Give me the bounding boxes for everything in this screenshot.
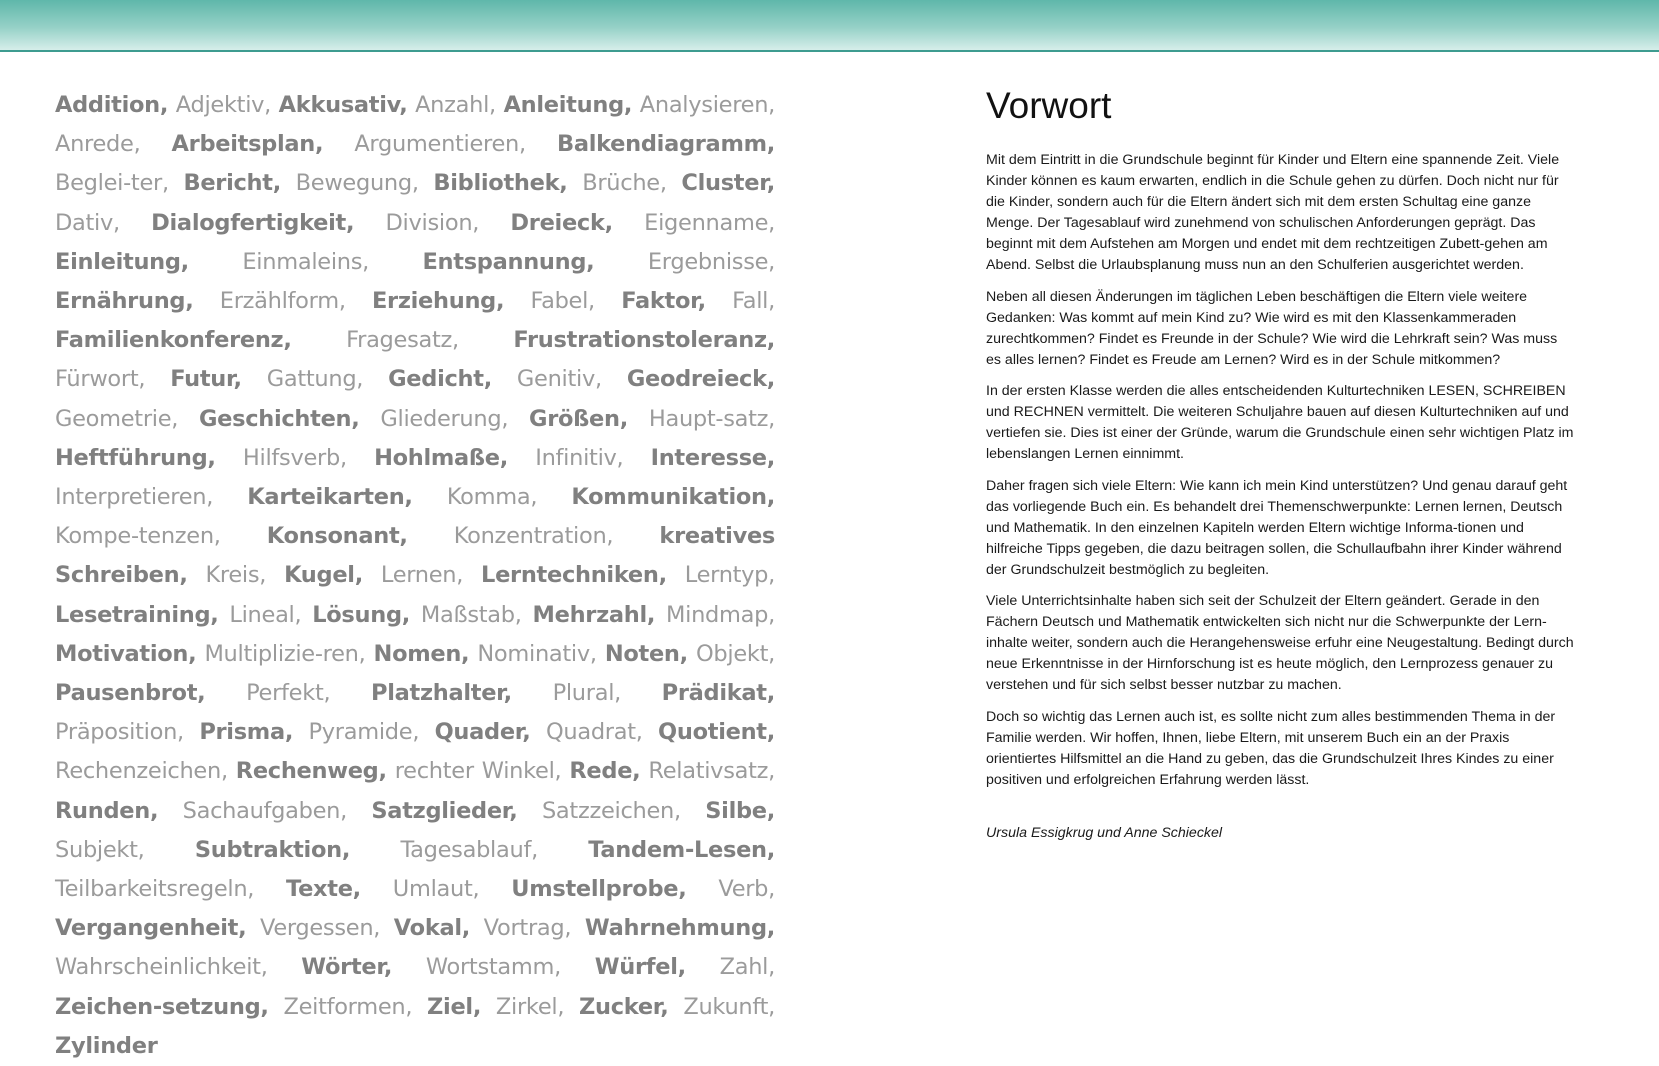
keyword: Brüche, <box>582 170 667 197</box>
keyword: Teilbarkeitsregeln, <box>55 876 255 903</box>
keyword: Lerntyp, <box>684 562 776 589</box>
keyword: Ziel, <box>427 993 482 1020</box>
keyword: Zylinder <box>55 1032 158 1059</box>
keyword: kreatives Schreiben, <box>55 523 776 589</box>
keyword: Relativsatz, <box>648 758 775 785</box>
preface-paragraph: In der ersten Klasse werden die alles entscheidenden Kulturtechniken LESEN, SCHREIBEN und RECHNEN vermittelt. Die weiteren Schuljahre bauen auf diesen Kulturtechniken auf und vertiefen sie. Dies ist einer der Gründe, warum die Grundschule einen sehr wichtigen Platz im lebenslangen Lernen einnimmt. <box>986 383 1574 462</box>
keyword: Zahl, <box>719 954 775 981</box>
keyword: Komma, <box>446 484 538 511</box>
keyword: Tagesablauf, <box>400 836 538 863</box>
keyword: Interpretieren, <box>55 484 214 511</box>
keyword: Beglei-ter, <box>55 170 169 197</box>
keyword: Noten, <box>604 640 688 667</box>
keyword: Arbeitsplan, <box>171 131 324 158</box>
keyword: Pausenbrot, <box>55 680 206 707</box>
keyword: Ernährung, <box>55 288 194 315</box>
keyword: Geschichten, <box>198 405 360 432</box>
keyword: Subjekt, <box>55 836 145 863</box>
keyword: Futur, <box>170 366 242 393</box>
keyword: Fabel, <box>530 288 595 315</box>
keyword: Winkel, <box>481 758 562 785</box>
keyword: Rechenweg, <box>235 758 387 785</box>
keyword: Vergangenheit, <box>55 915 247 942</box>
keyword: Vokal, <box>393 915 471 942</box>
keyword: Familienkonferenz, <box>55 327 292 354</box>
keyword: Wahrnehmung, <box>584 915 776 942</box>
keyword: rechter <box>394 758 474 785</box>
keyword: Tandem-Lesen, <box>588 836 775 863</box>
keyword: Kompe-tenzen, <box>55 523 221 550</box>
keyword: Dialogfertigkeit, <box>151 209 355 236</box>
keyword: Fall, <box>732 288 775 315</box>
keyword: Entspannung, <box>422 248 595 275</box>
keyword: Interesse, <box>650 444 775 471</box>
keyword: Lerntechniken, <box>481 562 667 589</box>
keyword: Motivation, <box>55 640 197 667</box>
keyword: Genitiv, <box>516 366 602 393</box>
keyword: Nominativ, <box>477 640 597 667</box>
keyword: Frustrationstoleranz, <box>513 327 776 354</box>
keyword: Quotient, <box>658 719 775 746</box>
keyword: Plural, <box>552 680 621 707</box>
keyword: Nomen, <box>373 640 470 667</box>
preface-paragraph: Neben all diesen Änderungen im täglichen Leben beschäftigen die Eltern viele weitere Gedanken: Was kommt auf mein Kind zu? Wie wird es mit den Klassenkammeraden zurechtkommen? Findet es Freunde in der Schule? Wie wird die Lehrkraft sein? Was muss es alles lernen? Findet es Freude am Lernen? Wird es in der Schule mitkommen? <box>986 288 1558 368</box>
keyword: Bibliothek, <box>433 170 568 197</box>
keyword: Wörter, <box>301 954 393 981</box>
keyword: Multiplizie-ren, <box>204 640 366 667</box>
keyword: Zeitformen, <box>283 993 413 1020</box>
preface-paragraph: Mit dem Eintritt in die Grundschule beginnt für Kinder und Eltern eine spannende Zeit. Viele Kinder können es kaum erwarten, endlich in die Schule gehen zu dürfen. Doch nicht nur für die Kinder, sondern auch für die Eltern ändert sich mit dem ersten Schultag eine ganze Menge. Der Tagesablauf wird zunehmend von schulischen Anforderungen geprägt. Das beginnt mit dem Aufstehen am Morgen und endet mit dem rechtzeitigen Zubett-gehen am Abend. Selbst die Urlaubsplanung muss nun an den Schulferien ausgerichtet werden. <box>986 152 1560 273</box>
keyword: Prisma, <box>199 719 294 746</box>
keyword: Konzentration, <box>453 523 614 550</box>
preface-signature: Ursula Essigkrug und Anne Schieckel <box>986 824 1223 841</box>
keyword: Verb, <box>718 876 776 903</box>
preface-paragraph: Viele Unterrichtsinhalte haben sich seit der Schulzeit der Eltern geändert. Gerade in den Fächern Deutsch und Mathematik entwickelten sich nicht nur die Schwerpunkte der Lern-inhalte weiter, sondern auch die Herangehensweise erfuhr eine Neugestaltung. Bedingt durch neue Erkenntnisse in der Hirnforschung ist es heute möglich, den Lernprozess genauer zu verstehen und für sich selbst besser nutzbar zu machen. <box>986 593 1574 693</box>
keyword: Wahrscheinlichkeit, <box>55 954 268 981</box>
keyword: Geometrie, <box>55 405 179 432</box>
keyword: Mehrzahl, <box>532 601 656 628</box>
keyword: Heftführung, <box>55 444 216 471</box>
keyword: Perfekt, <box>246 680 331 707</box>
keyword: Ergebnisse, <box>647 248 776 275</box>
keyword: Runden, <box>55 797 159 824</box>
keyword: Platzhalter, <box>371 680 512 707</box>
keyword: Texte, <box>286 876 361 903</box>
keyword: Lernen, <box>380 562 464 589</box>
keyword: Erzählform, <box>219 288 346 315</box>
keyword: Objekt, <box>695 640 775 667</box>
keyword: Umlaut, <box>392 876 480 903</box>
keyword: Kreis, <box>205 562 267 589</box>
keyword: Argumentieren, <box>354 131 526 158</box>
keyword: Mindmap, <box>666 601 775 628</box>
keyword: Anrede, <box>55 131 141 158</box>
keyword: Hilfsverb, <box>242 444 347 471</box>
keyword: Zirkel, <box>495 993 565 1020</box>
keyword: Subtraktion, <box>194 836 351 863</box>
keyword: Einmaleins, <box>242 248 370 275</box>
keyword: Vortrag, <box>483 915 572 942</box>
keyword: Einleitung, <box>55 248 189 275</box>
keyword: Geodreieck, <box>626 366 775 393</box>
keyword: Lesetraining, <box>55 601 219 628</box>
keyword: Erziehung, <box>371 288 505 315</box>
keyword: Größen, <box>529 405 628 432</box>
keyword: Würfel, <box>594 954 686 981</box>
keyword: Sachaufgaben, <box>182 797 347 824</box>
keyword: Prädikat, <box>661 680 776 707</box>
keyword: Lineal, <box>229 601 302 628</box>
keyword: Kugel, <box>284 562 363 589</box>
keyword: Wortstamm, <box>425 954 561 981</box>
keyword: Umstellprobe, <box>511 876 687 903</box>
keyword: Pyramide, <box>308 719 420 746</box>
keyword: Gattung, <box>266 366 364 393</box>
keyword: Dativ, <box>55 209 120 236</box>
keyword: Fürwort, <box>55 366 146 393</box>
keyword: Lösung, <box>312 601 411 628</box>
keyword: Anleitung, <box>503 92 633 118</box>
keyword: Akkusativ, <box>278 92 408 118</box>
keyword: Gedicht, <box>388 366 492 393</box>
keyword: Cluster, <box>681 170 775 197</box>
keyword: Karteikarten, <box>247 484 413 511</box>
keyword: Faktor, <box>621 288 706 315</box>
keyword: Addition, <box>55 92 169 118</box>
keyword: Bewegung, <box>295 170 419 197</box>
preface-paragraph: Daher fragen sich viele Eltern: Wie kann ich mein Kind unterstützen? Und genau darauf geht das vorliegende Buch ein. Es behandelt drei Themenschwerpunkte: Lernen lernen, Deutsch und Mathematik. In den einzelnen Kapiteln werden Eltern wichtige Informa-tionen und hilfreiche Tipps gegeben, die dazu beitragen sollen, die Schullaufbahn ihrer Kinder während der Grundschulzeit bestmöglich zu begleiten. <box>986 477 1568 578</box>
preface-section <box>986 84 1576 854</box>
keyword: Infinitiv, <box>535 444 624 471</box>
keyword: Zukunft, <box>683 993 775 1020</box>
keyword: Rechenzeichen, <box>55 758 228 785</box>
keyword: Division, <box>385 209 480 236</box>
keyword: Zucker, <box>579 993 669 1020</box>
keyword: Rede, <box>569 758 641 785</box>
keyword: Konsonant, <box>266 523 408 550</box>
keyword: Analysieren, <box>639 92 775 118</box>
keyword: Bericht, <box>183 170 281 197</box>
keyword: Balkendiagramm, <box>556 131 775 158</box>
keyword: Kommunikation, <box>571 484 775 511</box>
keyword: Vergessen, <box>259 915 381 942</box>
header-band <box>0 0 1659 52</box>
keyword: Haupt-satz, <box>648 405 776 432</box>
keyword: Maßstab, <box>420 601 522 628</box>
keyword: Dreieck, <box>510 209 613 236</box>
keyword: Gliederung, <box>380 405 509 432</box>
keyword: Hohlmaße, <box>374 444 509 471</box>
keyword: Silbe, <box>705 797 776 824</box>
keyword: Satzglieder, <box>371 797 518 824</box>
keyword: Adjektiv, <box>175 92 272 118</box>
keyword: Präposition, <box>55 719 184 746</box>
keyword-cloud <box>55 86 775 1066</box>
preface-paragraph: Doch so wichtig das Lernen auch ist, es sollte nicht zum alles bestimmenden Thema in der Familie werden. Wir hoffen, Ihnen, liebe Eltern, mit unserem Buch ein an der Praxis orientiertes Hilfsmittel an die Hand zu geben, das die Grundschulzeit Ihres Kindes zu einer positiven und erfolgreichen Erfahrung werden lässt. <box>986 708 1556 788</box>
keyword: Anzahl, <box>415 92 496 118</box>
keyword: Eigenname, <box>644 209 775 236</box>
keyword: Quadrat, <box>545 719 643 746</box>
keyword: Satzzeichen, <box>541 797 681 824</box>
preface-title: Vorwort <box>986 85 1112 126</box>
keyword: Zeichen-setzung, <box>55 993 269 1020</box>
keyword: Quader, <box>434 719 531 746</box>
keyword: Fragesatz, <box>346 327 459 354</box>
